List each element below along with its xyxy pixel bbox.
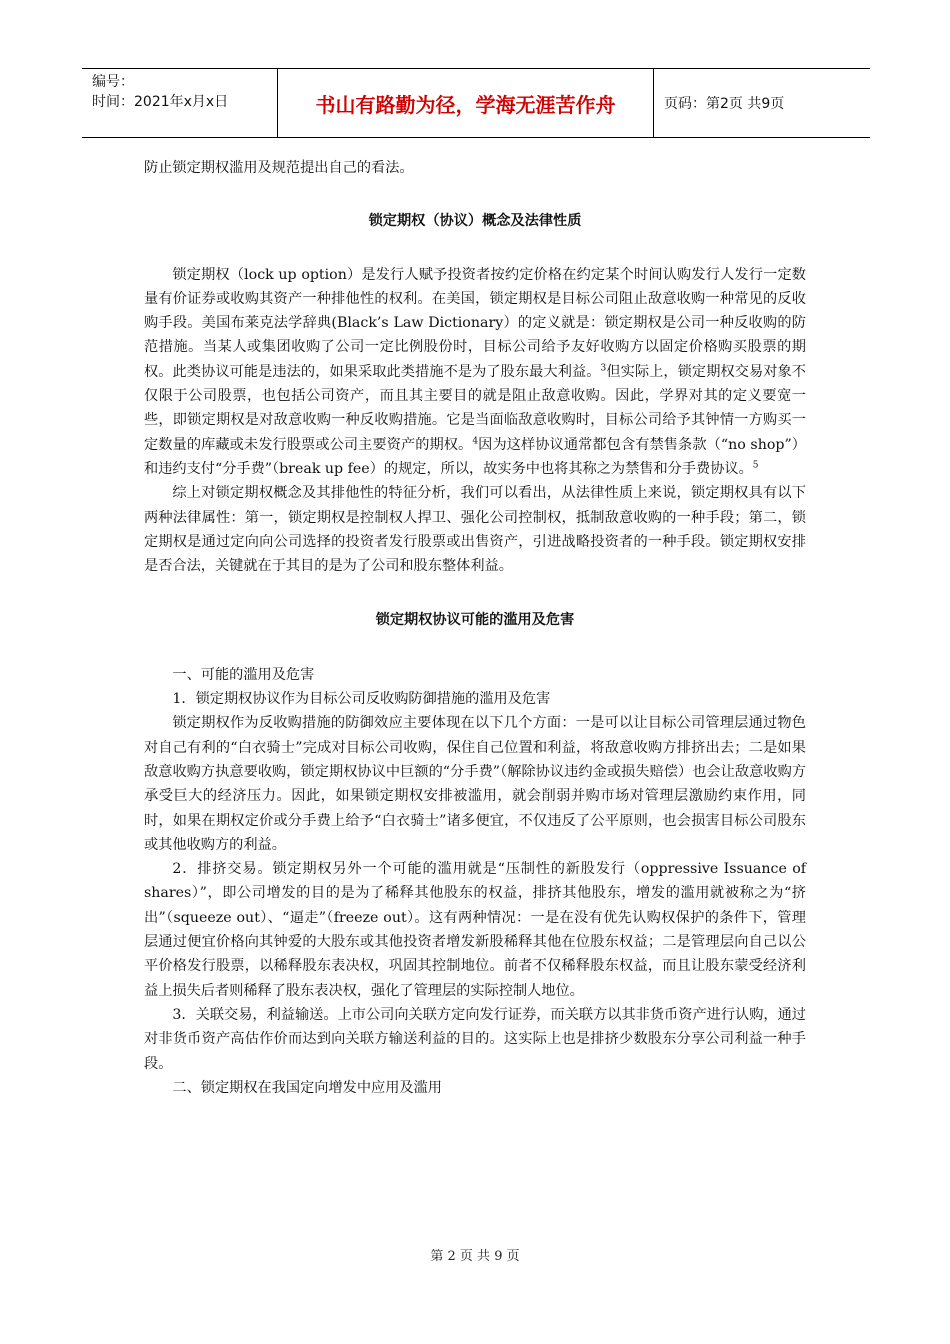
footnote-ref-5: 5 [752,460,759,471]
footnote-ref-4: 4 [472,435,479,446]
page-footer: 第 2 页 共 9 页 [430,1249,520,1264]
header-meta [82,69,278,137]
definition-part-a: 锁定期权（lock up option）是发行人赋予投资者按约定价格在约定某个时间认购发行人发行一定数量有价证券或收购其资产一种排他性的权利。在美国，锁定期权是目标公司阻止敌意收购一种常见的反收购手段。美国布莱克法学辞典(Black’s Law Dictionary）的定义就是：锁定期权是公司一种反收购的防范措施。当某人或集团收购了公司一定比例股份时，目标公司给予友好收购方以固定价格购买股票的期权。此类协议可能是违法的，如果采取此类措施不是为了股东最大利益。 [144,266,806,380]
paragraph-definition [144,263,806,482]
subheading-defense-abuse: 1．锁定期权协议作为目标公司反收购防御措施的滥用及危害 [172,691,551,708]
subheading-possible-abuse: 一、可能的滥用及危害 [172,666,315,683]
number-label: 编号： [92,74,134,90]
paragraph-legal-nature: 综上对锁定期权概念及其排他性的特征分析，我们可以看出，从法律性质上来说，锁定期权具有以下两种法律属性：第一，锁定期权是控制权人捍卫、强化公司控制权，抵制敌意收购的一种手段；第二，锁定期权是通过定向向公司选择的投资者发行股票或出售资产，引进战略投资者的一种手段。锁定期权安排是否合法，关键就在于其目的是为了公司和股东整体利益。 [144,485,806,575]
time-label: 时间：2021年x月x日 [92,94,229,110]
intro-tail: 防止锁定期权滥用及规范提出自己的看法。 [144,160,414,176]
header-motto: 书山有路勤为径，学海无涯苦作舟 [278,69,654,137]
section-heading-concept: 锁定期权（协议）概念及法律性质 [368,213,582,230]
header-page-info: 页码：第2页 共9页 [664,96,785,112]
subheading-china-application: 二、锁定期权在我国定向增发中应用及滥用 [172,1079,442,1096]
document-body [144,156,806,1100]
paragraph-related-party: 3．关联交易，利益输送。上市公司向关联方定向发行证券，而关联方以其非货币资产进行认购，通过对非货币资产高估作价而达到向关联方输送利益的目的。这实际上也是排挤少数股东分享公司利益一种手段。 [144,1006,806,1072]
section-heading-abuse: 锁定期权协议可能的滥用及危害 [375,612,575,629]
definition-part-b: 但实际上，锁定期权交易对象不仅限于公司股票，也包括公司资产，而且其主要目的就是阻止敌意收购。因此，学界对其的定义要宽一些，即锁定期权是对敌意收购一种反收购措施。它是当面临敌意收购时，目标公司给予其钟情一方购买一定数量的库藏或未发行股票或公司主要资产的期权。 [144,363,806,453]
page-header [82,68,870,138]
definition-part-c: 因为这样协议通常都包含有禁售条款（“no shop”）和违约支付“分手费”（break up fee）的规定，所以，故实务中也将其称之为禁售和分手费协议。 [144,436,806,477]
paragraph-squeeze-out: 2．排挤交易。锁定期权另外一个可能的滥用就是“压制性的新股发行（oppressive Issuance of shares）”，即公司增发的目的是为了稀释其他股东的权益，排挤其他股东，增发的滥用就被称之为“挤出”（squeeze out）、“逼走”（freeze out）。这有两种情况：一是在没有优先认购权保护的条件下，管理层通过便宜价格向其钟爱的大股东或其他投资者增发新股稀释其他在位股东权益；二是管理层向自己以公平价格发行股票，以稀释股东表决权，巩固其控制地位。前者不仅稀释股东权益，而且让股东蒙受经济利益上损失后者则稀释了股东表决权，强化了管理层的实际控制人地位。 [144,861,806,999]
footnote-ref-3: 3 [600,363,607,374]
paragraph-defense-effect: 锁定期权作为反收购措施的防御效应主要体现在以下几个方面：一是可以让目标公司管理层通过物色对自己有利的“白衣骑士”完成对目标公司收购，保住自己位置和利益，将敌意收购方排挤出去；二是如果敌意收购方执意要收购，锁定期权协议中巨额的“分手费”（解除协议违约金或损失赔偿）也会让敌意收购方承受巨大的经济压力。因此，如果锁定期权安排被滥用，就会削弱并购市场对管理层激励约束作用，同时，如果在期权定价或分手费上给予“白衣骑士”诸多便宜，不仅违反了公平原则，也会损害目标公司股东或其他收购方的利益。 [144,715,806,853]
